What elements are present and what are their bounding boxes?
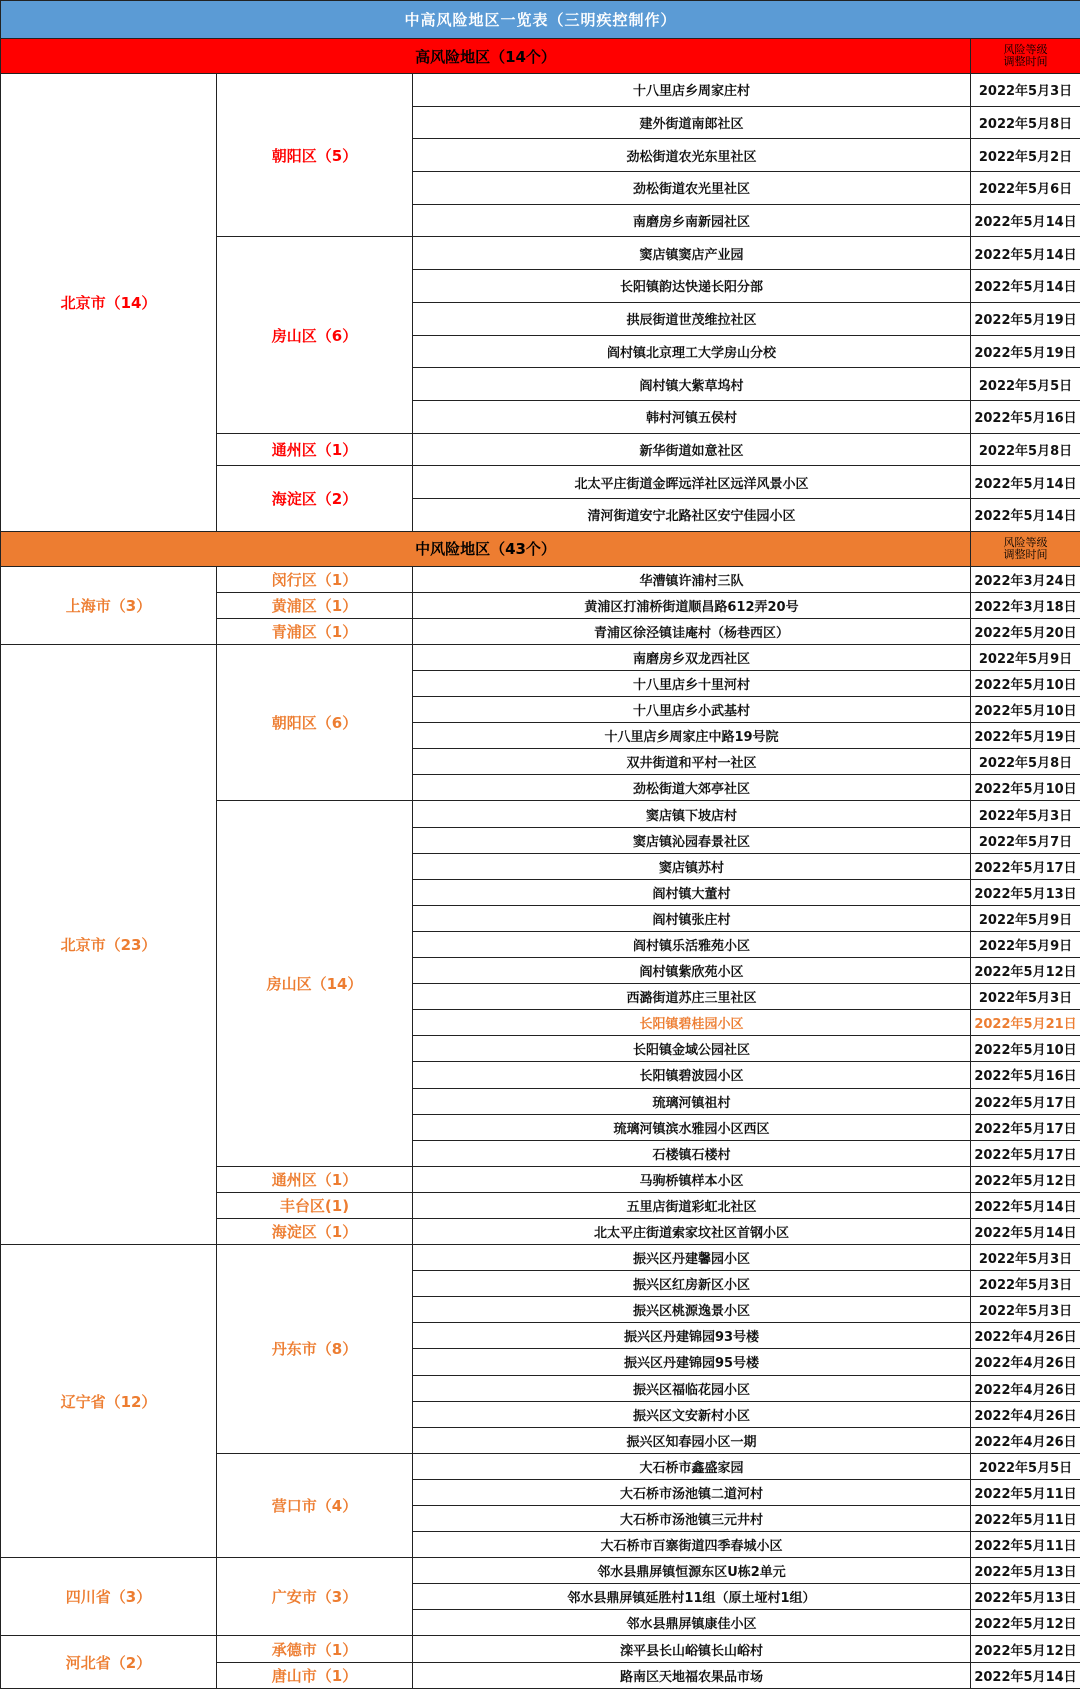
date-cell: 2022年5月17日 — [971, 1114, 1080, 1140]
area-cell: 西潞街道苏庄三里社区 — [413, 984, 971, 1010]
district-cell: 营口市（4） — [217, 1453, 413, 1557]
date-cell: 2022年5月14日 — [971, 204, 1080, 237]
date-cell: 2022年5月19日 — [971, 723, 1080, 749]
date-cell: 2022年3月18日 — [971, 592, 1080, 618]
area-cell: 南磨房乡南新园社区 — [413, 204, 971, 237]
area-cell: 阎村镇北京理工大学房山分校 — [413, 335, 971, 368]
area-cell: 北太平庄街道索家坟社区首钢小区 — [413, 1218, 971, 1244]
table-row — [1, 1245, 1080, 1271]
area-cell: 大石桥市百寨街道四季春城小区 — [413, 1532, 971, 1558]
province-cell: 四川省（3） — [1, 1558, 217, 1636]
district-cell: 丰台区(1) — [217, 1192, 413, 1218]
area-cell: 振兴区丹建馨园小区 — [413, 1245, 971, 1271]
date-cell: 2022年4月26日 — [971, 1401, 1080, 1427]
date-cell: 2022年5月10日 — [971, 671, 1080, 697]
date-cell: 2022年5月16日 — [971, 400, 1080, 433]
date-cell: 2022年5月14日 — [971, 237, 1080, 270]
date-cell: 2022年5月12日 — [971, 1166, 1080, 1192]
area-cell: 南磨房乡双龙西社区 — [413, 644, 971, 670]
area-cell: 振兴区桃源逸景小区 — [413, 1297, 971, 1323]
district-cell: 唐山市（1） — [217, 1662, 413, 1688]
table-row — [1, 566, 1080, 592]
area-cell: 窦店镇下坡店村 — [413, 801, 971, 827]
date-cell: 2022年5月14日 — [971, 1218, 1080, 1244]
district-cell: 丹东市（8） — [217, 1245, 413, 1454]
area-cell: 石楼镇石楼村 — [413, 1140, 971, 1166]
area-cell: 窦店镇沁园春景社区 — [413, 827, 971, 853]
area-cell: 振兴区文安新村小区 — [413, 1401, 971, 1427]
date-cell: 2022年5月14日 — [971, 1192, 1080, 1218]
area-cell: 韩村河镇五侯村 — [413, 400, 971, 433]
area-cell: 大石桥市汤池镇二道河村 — [413, 1479, 971, 1505]
province-cell: 上海市（3） — [1, 566, 217, 644]
area-cell: 琉璃河镇滨水雅园小区西区 — [413, 1114, 971, 1140]
date-cell: 2022年4月26日 — [971, 1375, 1080, 1401]
date-cell: 2022年5月10日 — [971, 1036, 1080, 1062]
area-cell: 阎村镇大董村 — [413, 879, 971, 905]
area-cell: 劲松街道农光东里社区 — [413, 139, 971, 172]
district-cell: 黄浦区（1） — [217, 592, 413, 618]
area-cell: 华漕镇许浦村三队 — [413, 566, 971, 592]
district-cell: 青浦区（1） — [217, 618, 413, 644]
district-cell: 海淀区（1） — [217, 1218, 413, 1244]
district-cell: 通州区（1） — [217, 1166, 413, 1192]
area-cell: 劲松街道大郊亭社区 — [413, 775, 971, 801]
date-cell: 2022年5月12日 — [971, 958, 1080, 984]
date-cell: 2022年5月14日 — [971, 1662, 1080, 1688]
date-cell: 2022年5月9日 — [971, 644, 1080, 670]
district-cell: 房山区（14） — [217, 801, 413, 1166]
area-cell: 大石桥市鑫盛家园 — [413, 1453, 971, 1479]
date-cell: 2022年3月24日 — [971, 566, 1080, 592]
area-cell: 十八里店乡周家庄中路19号院 — [413, 723, 971, 749]
area-cell: 劲松街道农光里社区 — [413, 172, 971, 205]
table-row — [1, 644, 1080, 670]
district-cell: 海淀区（2） — [217, 466, 413, 531]
area-cell: 马驹桥镇样本小区 — [413, 1166, 971, 1192]
date-cell: 2022年5月14日 — [971, 466, 1080, 499]
district-cell: 承德市（1） — [217, 1636, 413, 1662]
date-cell: 2022年5月13日 — [971, 1584, 1080, 1610]
date-cell: 2022年5月9日 — [971, 931, 1080, 957]
area-cell: 建外街道南郎社区 — [413, 106, 971, 139]
mid-adjust-time-header: 风险等级 调整时间 — [971, 531, 1080, 566]
area-cell: 十八里店乡小武基村 — [413, 697, 971, 723]
table-title: 中高风险地区一览表（三明疾控制作） — [1, 1, 1080, 39]
date-cell: 2022年4月26日 — [971, 1323, 1080, 1349]
area-cell: 大石桥市汤池镇三元井村 — [413, 1506, 971, 1532]
date-cell: 2022年5月19日 — [971, 302, 1080, 335]
area-cell: 阎村镇紫欣苑小区 — [413, 958, 971, 984]
area-cell: 琉璃河镇祖村 — [413, 1088, 971, 1114]
date-cell: 2022年5月11日 — [971, 1506, 1080, 1532]
date-cell: 2022年5月13日 — [971, 879, 1080, 905]
date-cell: 2022年5月9日 — [971, 905, 1080, 931]
area-cell: 邻水县鼎屏镇延胜村11组（原土垭村1组） — [413, 1584, 971, 1610]
date-cell: 2022年5月17日 — [971, 1140, 1080, 1166]
area-cell: 长阳镇金域公园社区 — [413, 1036, 971, 1062]
district-cell: 房山区（6） — [217, 237, 413, 433]
area-cell: 五里店街道彩虹北社区 — [413, 1192, 971, 1218]
district-cell: 广安市（3） — [217, 1558, 413, 1636]
district-cell: 闵行区（1） — [217, 566, 413, 592]
area-cell: 阎村镇大紫草坞村 — [413, 368, 971, 401]
date-cell: 2022年5月19日 — [971, 335, 1080, 368]
area-cell: 邻水县鼎屏镇恒源东区U栋2单元 — [413, 1558, 971, 1584]
district-cell: 通州区（1） — [217, 433, 413, 466]
date-cell: 2022年5月17日 — [971, 853, 1080, 879]
date-cell: 2022年5月3日 — [971, 1245, 1080, 1271]
date-cell: 2022年5月5日 — [971, 1453, 1080, 1479]
area-cell: 十八里店乡十里河村 — [413, 671, 971, 697]
area-cell: 振兴区丹建锦园93号楼 — [413, 1323, 971, 1349]
area-cell: 邻水县鼎屏镇康佳小区 — [413, 1610, 971, 1636]
area-cell: 十八里店乡周家庄村 — [413, 74, 971, 107]
district-cell: 朝阳区（6） — [217, 644, 413, 801]
date-cell: 2022年5月6日 — [971, 172, 1080, 205]
table-row — [1, 74, 1080, 107]
province-cell: 北京市（14） — [1, 74, 217, 532]
area-cell: 清河街道安宁北路社区安宁佳园小区 — [413, 498, 971, 531]
area-cell: 长阳镇碧波园小区 — [413, 1062, 971, 1088]
high-section-heading: 高风险地区（14个） — [1, 39, 971, 74]
area-cell: 北太平庄街道金晖远洋社区远洋风景小区 — [413, 466, 971, 499]
area-cell: 阎村镇张庄村 — [413, 905, 971, 931]
area-cell: 新华街道如意社区 — [413, 433, 971, 466]
area-cell: 振兴区福临花园小区 — [413, 1375, 971, 1401]
area-cell: 拱辰街道世茂维拉社区 — [413, 302, 971, 335]
date-cell: 2022年5月3日 — [971, 74, 1080, 107]
date-cell: 2022年5月2日 — [971, 139, 1080, 172]
date-cell: 2022年5月3日 — [971, 1271, 1080, 1297]
date-cell: 2022年5月12日 — [971, 1636, 1080, 1662]
date-cell: 2022年5月7日 — [971, 827, 1080, 853]
area-cell: 路南区天地福农果品市场 — [413, 1662, 971, 1688]
area-cell: 长阳镇碧桂园小区 — [413, 1010, 971, 1036]
area-cell: 振兴区红房新区小区 — [413, 1271, 971, 1297]
date-cell: 2022年5月14日 — [971, 498, 1080, 531]
area-cell: 振兴区知春园小区一期 — [413, 1427, 971, 1453]
area-cell: 长阳镇韵达快递长阳分部 — [413, 270, 971, 303]
date-cell: 2022年5月14日 — [971, 270, 1080, 303]
province-cell: 北京市（23） — [1, 644, 217, 1244]
date-cell: 2022年5月21日 — [971, 1010, 1080, 1036]
date-cell: 2022年5月3日 — [971, 801, 1080, 827]
table-row — [1, 1636, 1080, 1662]
district-cell: 朝阳区（5） — [217, 74, 413, 237]
province-cell: 辽宁省（12） — [1, 1245, 217, 1558]
date-cell: 2022年5月10日 — [971, 697, 1080, 723]
date-cell: 2022年5月3日 — [971, 1297, 1080, 1323]
table-row — [1, 1558, 1080, 1584]
date-cell: 2022年5月12日 — [971, 1610, 1080, 1636]
date-cell: 2022年5月10日 — [971, 775, 1080, 801]
date-cell: 2022年5月8日 — [971, 106, 1080, 139]
date-cell: 2022年4月26日 — [971, 1349, 1080, 1375]
date-cell: 2022年5月8日 — [971, 433, 1080, 466]
date-cell: 2022年5月5日 — [971, 368, 1080, 401]
date-cell: 2022年5月11日 — [971, 1532, 1080, 1558]
high-adjust-time-header: 风险等级 调整时间 — [971, 39, 1080, 74]
date-cell: 2022年5月11日 — [971, 1479, 1080, 1505]
date-cell: 2022年5月20日 — [971, 618, 1080, 644]
area-cell: 青浦区徐泾镇诖庵村（杨巷西区） — [413, 618, 971, 644]
province-cell: 河北省（2） — [1, 1636, 217, 1688]
area-cell: 窦店镇窦店产业园 — [413, 237, 971, 270]
area-cell: 振兴区丹建锦园95号楼 — [413, 1349, 971, 1375]
date-cell: 2022年4月26日 — [971, 1427, 1080, 1453]
area-cell: 滦平县长山峪镇长山峪村 — [413, 1636, 971, 1662]
date-cell: 2022年5月3日 — [971, 984, 1080, 1010]
date-cell: 2022年5月8日 — [971, 749, 1080, 775]
area-cell: 黄浦区打浦桥街道顺昌路612弄20号 — [413, 592, 971, 618]
area-cell: 双井街道和平村一社区 — [413, 749, 971, 775]
area-cell: 窦店镇苏村 — [413, 853, 971, 879]
area-cell: 阎村镇乐活雅苑小区 — [413, 931, 971, 957]
date-cell: 2022年5月13日 — [971, 1558, 1080, 1584]
date-cell: 2022年5月17日 — [971, 1088, 1080, 1114]
mid-section-heading: 中风险地区（43个） — [1, 531, 971, 566]
date-cell: 2022年5月16日 — [971, 1062, 1080, 1088]
